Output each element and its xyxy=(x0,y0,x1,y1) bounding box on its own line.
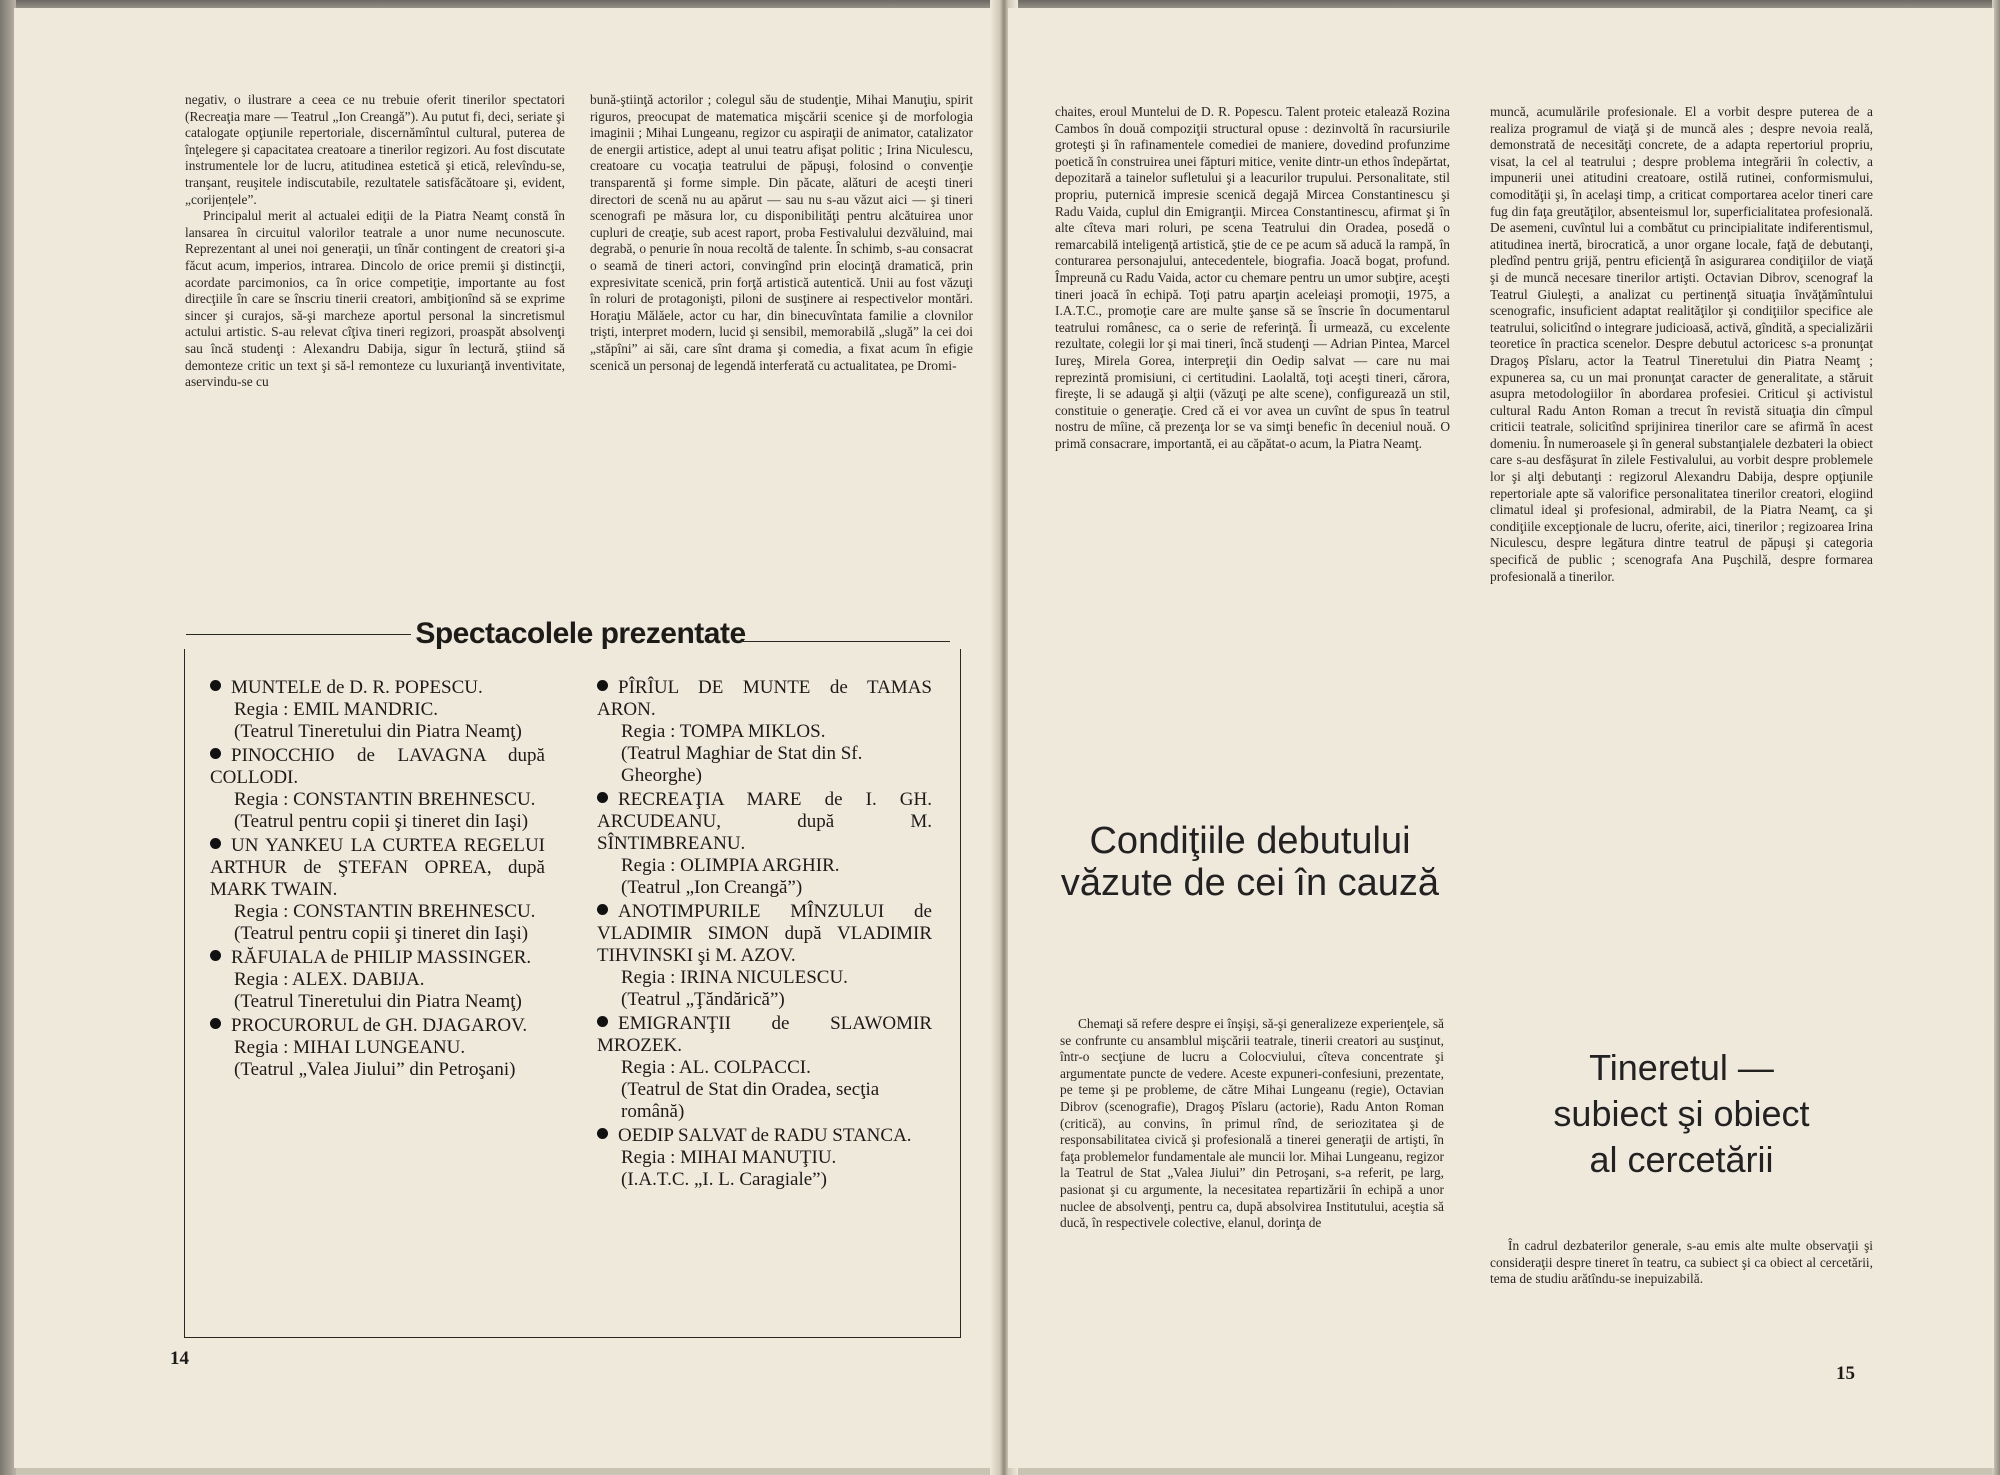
play-entry xyxy=(210,1015,545,1081)
bullet-icon xyxy=(210,950,221,961)
play-title xyxy=(597,677,932,721)
play-theatre: (Teatrul „Valea Jiului” din Petroşani) xyxy=(234,1059,516,1080)
play-title-text: PINOCCHIO de LAVAGNA după COLLODI. xyxy=(210,745,545,788)
play-title-text: UN YANKEU LA CURTEA REGELUI ARTHUR de ŞTEFAN OPREA, după MARK TWAIN. xyxy=(210,835,545,900)
play-director: Regia : MIHAI LUNGEANU. xyxy=(234,1037,466,1058)
play-director: Regia : AL. COLPACCI. xyxy=(621,1057,811,1078)
play-director: Regia : CONSTANTIN BREHNESCU. xyxy=(234,789,536,810)
headline-line: al cercetării xyxy=(1589,1139,1774,1180)
play-theatre: (Teatrul pentru copii şi tineret din Iaşi) xyxy=(234,923,529,944)
play-title xyxy=(597,1125,932,1147)
section-title-text: Spectacolele prezentate xyxy=(415,617,746,650)
play-entry xyxy=(597,1125,932,1191)
play-theatre: (Teatrul Tineretului din Piatra Neamţ) xyxy=(234,721,522,742)
play-director: Regia : MIHAI MANUŢIU. xyxy=(621,1147,837,1168)
headline-conditions xyxy=(1050,820,1450,904)
right-column-2 xyxy=(1490,104,1873,585)
play-entry xyxy=(597,789,932,899)
play-title xyxy=(210,835,545,901)
play-director: Regia : TOMPA MIKLOS. xyxy=(621,721,826,742)
right-column-1b xyxy=(1060,1016,1444,1232)
bullet-icon xyxy=(210,680,221,691)
play-theatre: (I.A.T.C. „I. L. Caragiale”) xyxy=(621,1169,827,1190)
title-rule-right xyxy=(740,641,950,642)
bullet-icon xyxy=(597,680,608,691)
play-title-text: OEDIP SALVAT de RADU STANCA. xyxy=(618,1125,912,1146)
play-entry xyxy=(210,947,545,1013)
play-title xyxy=(210,745,545,789)
play-title xyxy=(597,789,932,855)
play-title-text: RECREAŢIA MARE de I. GH. ARCUDEANU, după M. SÎNTIMBREANU. xyxy=(597,789,932,854)
play-title-text: PROCURORUL de GH. DJAGAROV. xyxy=(231,1015,528,1036)
play-title xyxy=(597,1013,932,1057)
bullet-icon xyxy=(210,838,221,849)
right-column-2b xyxy=(1490,1238,1873,1288)
play-theatre: (Teatrul „Ţăndărică”) xyxy=(621,989,785,1010)
right-column-1 xyxy=(1055,104,1450,452)
play-theatre: (Teatrul Tineretului din Piatra Neamţ) xyxy=(234,991,522,1012)
bullet-icon xyxy=(597,1016,608,1027)
play-entry xyxy=(210,745,545,833)
left-column-1 xyxy=(185,92,565,391)
headline-line: văzute de cei în cauză xyxy=(1060,862,1440,904)
play-director: Regia : EMIL MANDRIC. xyxy=(234,699,439,720)
plays-list-left xyxy=(210,677,545,1083)
play-entry xyxy=(597,677,932,787)
paragraph: bună-ştiinţă actorilor ; colegul său de studenţie, Mihai Manuţiu, spirit riguros, preocupat de matematica mişcării scenice şi de morfologia imaginii ; Mihai Lungeanu, regizor cu aspiraţii de animator, catalizator de energii artistice, adept al unui teatru afişat politic ; Irina Niculescu, creatoare cu vocaţia teatrului de păpuşi, folosind o convenţie transparentă şi forme simple. Din păcate, alături de aceşti tineri directori de scenă nu au apărut — sau nu s-au văzut aici — şi tineri scenografi pe măsura lor, cu disponibilităţi pentru alcătuirea unor cupluri de creaţie, sub acest raport, proba Festivalului dezvăluind, mai degrabă, o penurie în noua recoltă de talente. În schimb, s-au consacrat o seamă de tineri actori, convingînd prin elocinţă dramatică, prin expresivitate scenică, prin forţă artistică autentică. Unii au fost văzuţi în roluri de protagonişti, piloni de susţinere ai respectivelor montări. Horaţiu Mălăele, actor cu har, din binecuvîntata familie a clovnilor trişti, interpret modern, lucid şi sensibil, memorabilă „slugă” la cei doi „stăpîni” ai săi, care sînt drama şi comedia, a fixat acum în efigie scenică un personaj de legendă interferată cu actualitatea, pe Dromi- xyxy=(590,92,973,373)
play-theatre: (Teatrul pentru copii şi tineret din Iaşi) xyxy=(234,811,529,832)
play-title xyxy=(210,1015,545,1037)
play-theatre: (Teatrul de Stat din Oradea, secţia română) xyxy=(621,1079,880,1122)
headline-line: Condiţiile debutului xyxy=(1089,820,1411,862)
play-entry xyxy=(210,677,545,743)
play-title xyxy=(210,947,545,969)
play-entry xyxy=(597,901,932,1011)
play-director: Regia : CONSTANTIN BREHNESCU. xyxy=(234,901,536,922)
bullet-icon xyxy=(210,1018,221,1029)
play-director: Regia : OLIMPIA ARGHIR. xyxy=(621,855,840,876)
section-title xyxy=(168,617,968,653)
bullet-icon xyxy=(597,792,608,803)
page-number-right: 15 xyxy=(1836,1363,1855,1384)
play-title-text: MUNTELE de D. R. POPESCU. xyxy=(231,677,483,698)
paragraph: muncă, acumulările profesionale. El a vorbit despre puterea de a realiza programul de viaţă şi de muncă ales ; despre nevoia reală, demonstrată de necesităţi concrete, de a adapta repertoriul propriu, visat, la cel al teatrului ; despre problema integrării în colectiv, a impunerii unei atitudini creatoare, ostilă rutinei, conformismului, comodităţii şi, în acelaşi timp, a criticat comportarea acelor tineri care fug din faţa greutăţilor, absenteismul lor, superficialitatea profesională. De asemeni, cuvîntul lui a combătut cu principialitate indiferentismul, atitudinea inertă, birocratică, a unor organe locale, faţă de debutanţi, pledînd pentru grijă, pentru eficienţă în asigurarea condiţiilor de viaţă şi de muncă necesare tinerilor artişti. Octavian Dibrov, scenograf la Teatrul Giuleşti, a analizat cu pertinenţă situaţia învăţămîntului scenografic, insuficient adaptat realităţilor şi condiţiilor specifice ale teatrului, solicitînd o integrare judicioasă, activă, gîndită, a specializării teoretice în practica scenelor. Despre debutul actoricesc s-a pronunţat Dragoş Pîslaru, actor la Teatrul Tineretului din Piatra Neamţ ; expunerea sa, cu un mai pronunţat caracter de generalitate, a stăruit asupra metodologiilor în abordarea profesiei. Criticul şi activistul cultural Radu Anton Roman a trecut în revistă situaţia din cîmpul criticii teatrale, solicitînd sprijinirea tinerilor care se afirmă în acest domeniu. În numeroasele şi în general substanţialele dezbateri la obiect care s-au desfăşurat în zilele Festivalului, au vorbit despre problemele lor şi alţi debutanţi : regizorul Alexandru Dabija, despre opţiunile repertoriale apte să valorifice personalitatea tinerilor creatori, elogiind climatul ideal şi profesional, admirabil, de la Piatra Neamţ, ca şi condiţiile excepţionale de lucru, oferite, aici, tinerilor ; regizoarea Irina Niculescu, despre legătura dintre teatrul de păpuşi şi categoria specifică de public ; scenografa Ana Puşchilă, despre formarea profesională a tinerilor. xyxy=(1490,104,1873,584)
paragraph: Chemaţi să refere despre ei înşişi, să-şi generalizeze experienţele, să se confrunte cu ansamblul mişcării teatrale, tinerii creatori au susţinut, într-o secţiune de lucru a Colocviului, cîteva concentrate şi argumentate puncte de vedere. Aceste expuneri-confesiuni, prezentate, pe teme şi pe probleme, de către Mihai Lungeanu (regie), Octavian Dibrov (scenografie), Dragoş Pîslaru (actorie), Radu Anton Roman (critică), au convins, în primul rînd, de seriozitatea şi de responsabilitatea civică şi profesională a tinerei generaţii de artişti, în faţa problemelor fundamentale ale muncii lor. Mihai Lungeanu, regizor la Teatrul de Stat „Valea Jiului” din Petroşani, s-a referit, pe larg, pasionat şi cu argumente, la necesitatea repartizării în echipă a unor nuclee de absolvenţi, pentru ca, după absolvirea Institutului, aceştia să ducă, în respectivele colective, elanul, dorinţa de xyxy=(1060,1016,1444,1231)
left-column-2 xyxy=(590,92,973,374)
paragraph: negativ, o ilustrare a ceea ce nu trebuie oferit tinerilor spectatori (Recreaţia mare — Teatrul „Ion Creangă”). Au putut fi, deci, seriate şi catalogate opţiunile repertoriale, discernămîntul cultural, puterea de înţelegere şi capacitatea creatoare a tinerilor regizori. Au fost discutate instrumentele lor de lucru, atitudinea estetică şi etică, relevîndu-se, tranşant, reuşitele indiscutabile, rezultatele satisfăcătoare şi, evident, „corijențele”. xyxy=(185,92,565,207)
bullet-icon xyxy=(597,1128,608,1139)
paragraph: În cadrul dezbaterilor generale, s-au emis alte multe observaţii şi consideraţii despre tineret în teatru, ca subiect şi ca obiect al cercetării, tema de studiu arătîndu-se inepuizabilă. xyxy=(1490,1238,1873,1287)
paragraph: Principalul merit al actualei ediţii de la Piatra Neamţ constă în lansarea în circuitul valorilor teatrale a unor nume necunoscute. Reprezentant al unei noi generaţii, un tînăr contingent de creatori şi-a făcut acum, imperios, intrarea. Dincolo de orice premii şi distincţii, acordate parcimonios, ca în orice competiţie, importante au fost direcţiile în care se înscriu tinerii creatori, ambiţionînd să se exprime sincer şi curajos, să-şi marcheze aportul personal la sincretismul actului artistic. S-au relevat cîţiva tineri regizori, proaspăt absolvenţi sau încă studenţi : Alexandru Dabija, sigur în lectură, ştiind să demonteze critic un text şi să-l remonteze cu luxurianţă inventivitate, aservindu-se cu xyxy=(185,208,565,390)
play-theatre: (Teatrul Maghiar de Stat din Sf. Gheorghe) xyxy=(621,743,863,786)
play-theatre: (Teatrul „Ion Creangă”) xyxy=(621,877,803,898)
play-title xyxy=(210,677,545,699)
play-director: Regia : ALEX. DABIJA. xyxy=(234,969,425,990)
paragraph: chaites, eroul Muntelui de D. R. Popescu. Talent proteic etalează Rozina Cambos în două compoziţii structural opuse : dezinvoltă în racursiurile groteşti şi în rafinamentele comediei de maniere, dovedind profunzime poetică în construirea unei făpturi mitice, venite dintr-un ethos îndepărtat, depozitară a tainelor sufletului şi a leacurilor trupului. Personalitate, stil propriu, puternică impresie scenică degajă Mircea Constantinescu şi Radu Vaida, cuplul din Emigranţii. Mircea Constantinescu, afirmat şi în alte cîteva mari roluri, pe scena Teatrului din Oradea, posedă o remarcabilă inteligenţă artistică, ştie de ce pe acum să aducă la rampă, în conturarea personajului, antecedentele, biografia. Joacă bogat, profund. Împreună cu Radu Vaida, actor cu chemare pentru un umor subţire, aceşti tineri joacă în echipă. Toţi patru aparţin aceleiaşi promoţii, 1975, a I.A.T.C., promoţie care are multe şanse să se înscrie în documentarul teatrului românesc, ca o serie de referinţă. Îi urmează, cu excelente rezultate, colegii lor şi mai tineri, încă studenţi — Adrian Pintea, Marcel Iureş, Mirela Gorea, interpreţii din Oedip salvat — care nu mai reprezintă promisiuni, ci certitudini. Laolaltă, toţi aceşti tineri, cărora, fireşte, li se adaugă şi alţii (văzuţi pe alte scene), configurează un stil, constituie o generaţie. Cred că ei vor avea un cuvînt de spus în teatrul nostru de mîine, că prezenţa lor se va simţi benefic în deceniul nouă. O primă consacrare, importantă, ei au căpătat-o acum, la Piatra Neamţ. xyxy=(1055,104,1450,451)
title-rule-left xyxy=(186,634,411,635)
play-title-text: RĂFUIALA de PHILIP MASSINGER. xyxy=(231,947,532,968)
bullet-icon xyxy=(210,748,221,759)
bullet-icon xyxy=(597,904,608,915)
play-title-text: ANOTIMPURILE MÎNZULUI de VLADIMIR SIMON după VLADIMIR TIHVINSKI şi M. AZOV. xyxy=(597,901,932,966)
page-number-left: 14 xyxy=(170,1348,189,1369)
play-director: Regia : IRINA NICULESCU. xyxy=(621,967,848,988)
headline-youth xyxy=(1490,1045,1873,1183)
play-title-text: EMIGRANŢII de SLAWOMIR MROZEK. xyxy=(597,1013,932,1056)
play-title-text: PÎRÎUL DE MUNTE de TAMAS ARON. xyxy=(597,677,932,720)
headline-line: subiect şi obiect xyxy=(1553,1093,1810,1134)
play-title xyxy=(597,901,932,967)
play-entry xyxy=(210,835,545,945)
plays-list-right xyxy=(597,677,932,1193)
play-entry xyxy=(597,1013,932,1123)
headline-line: Tineretul — xyxy=(1589,1047,1774,1088)
